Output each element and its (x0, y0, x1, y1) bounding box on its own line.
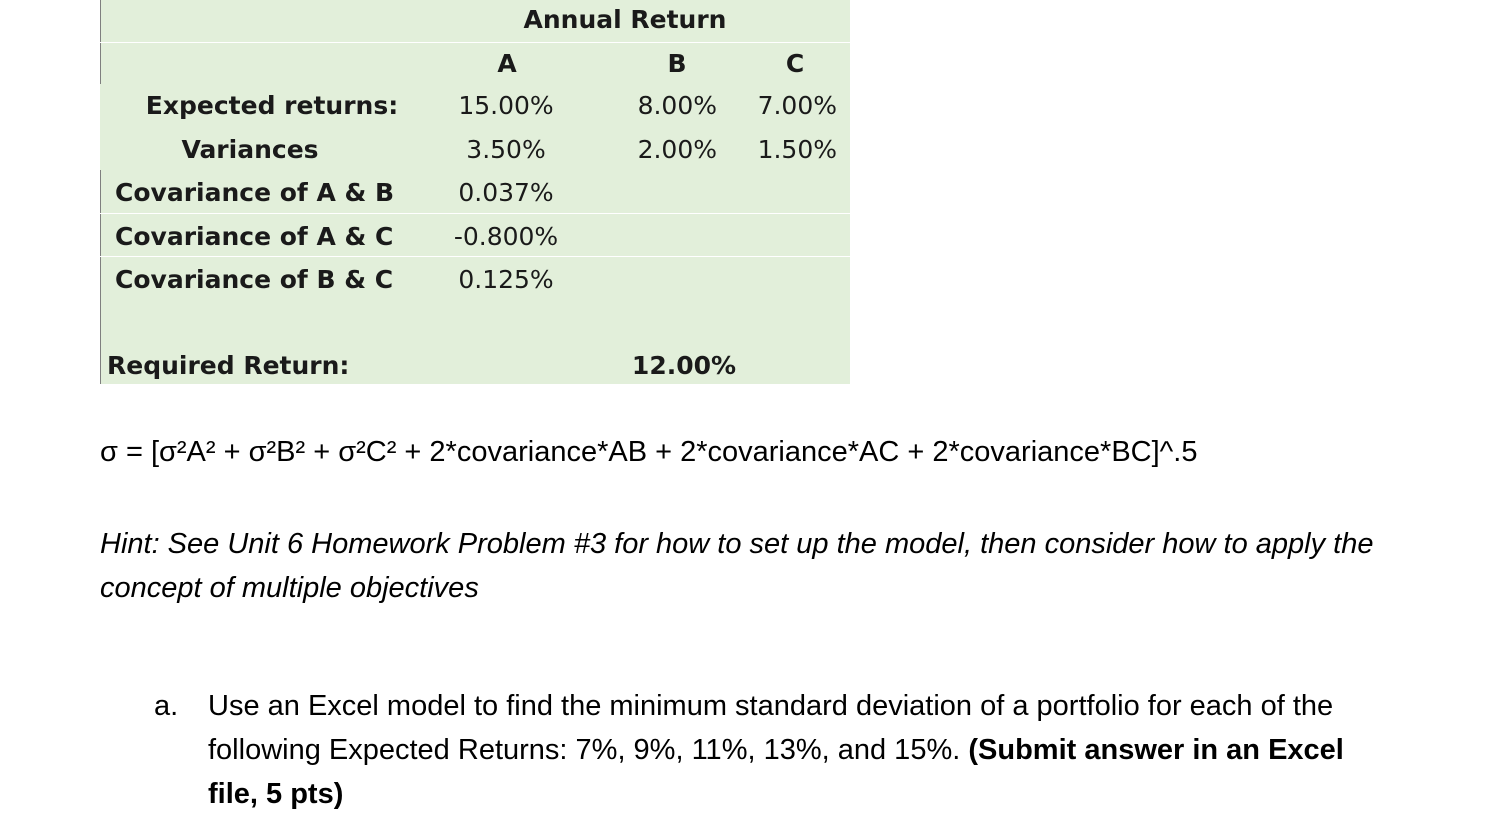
spreadsheet-table (100, 0, 850, 384)
cov-bc-value: 0.125% (458, 265, 554, 294)
row-label-expected-returns: Expected returns: (145, 91, 399, 120)
row-divider (100, 42, 850, 43)
task-body (208, 684, 1394, 816)
required-return-value: 12.00% (631, 351, 737, 380)
row-label-cov-bc: Covariance of B & C (115, 265, 394, 294)
hint-text: Hint: See Unit 6 Homework Problem #3 for how to set up the model, then consider how to apply the concept of multiple objectives (100, 528, 1374, 604)
expected-return-c: 7.00% (757, 91, 837, 120)
row-divider (100, 256, 850, 257)
row-label-variances: Variances (181, 135, 319, 164)
column-header-b: B (667, 49, 687, 78)
expected-return-b: 8.00% (637, 91, 717, 120)
variance-c: 1.50% (757, 135, 837, 164)
expected-return-a: 15.00% (458, 91, 554, 120)
cov-ac-value: -0.800% (453, 222, 559, 251)
task-item-a (154, 684, 1394, 816)
column-header-a: A (497, 49, 517, 78)
variance-b: 2.00% (637, 135, 717, 164)
row-divider (100, 213, 850, 214)
task-bold-note: (Submit answer in an Excel file, 5 pts) (208, 734, 1344, 810)
cov-ab-value: 0.037% (458, 178, 554, 207)
std-dev-formula: σ = [σ²A² + σ²B² + σ²C² + 2*covariance*AB + 2*covariance*AC + 2*covariance*BC]^.5 (100, 436, 1198, 468)
column-header-c: C (785, 49, 805, 78)
row-label-cov-ac: Covariance of A & C (115, 222, 394, 251)
variance-a: 3.50% (466, 135, 546, 164)
table-title: Annual Return (523, 5, 727, 34)
task-marker: a. (154, 690, 179, 722)
cell-border (100, 170, 101, 384)
task-text: Use an Excel model to find the minimum standard deviation of a portfolio for each of the following Expected Returns: 7%, 9%, 11%, 13%, and 15%. (208, 690, 1334, 766)
row-label-required-return: Required Return: (107, 351, 350, 380)
row-label-cov-ab: Covariance of A & B (115, 178, 395, 207)
